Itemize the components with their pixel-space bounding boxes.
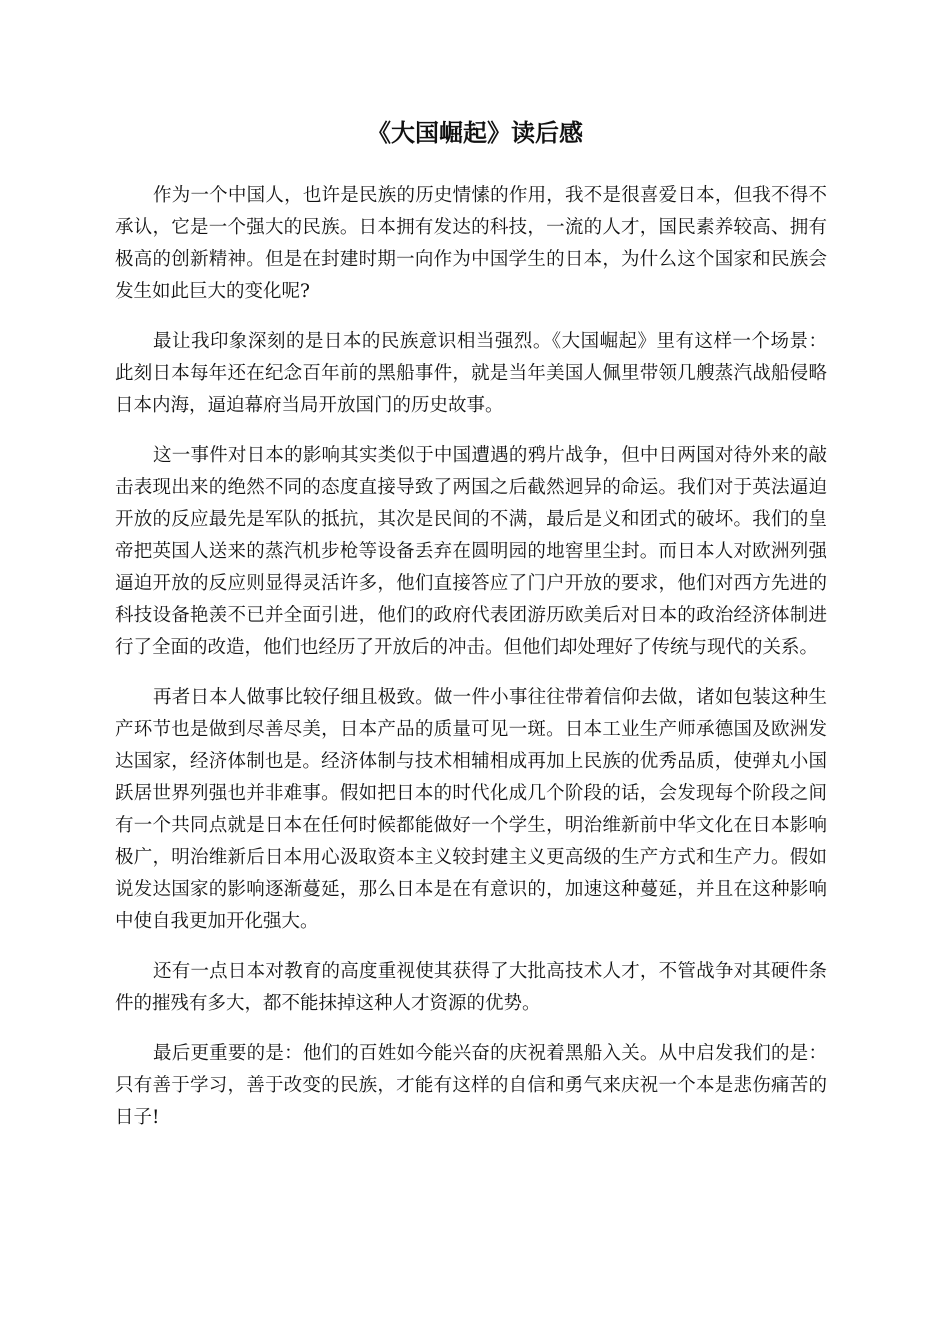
paragraph-1: 作为一个中国人，也许是民族的历史情愫的作用，我不是很喜爱日本，但我不得不承认，它是一个强大的民族。日本拥有发达的科技，一流的人才，国民素养较高、拥有极高的创新精神。但是在封建时期一向作为中国学生的日本，为什么这个国家和民族会发生如此巨大的变化呢? bbox=[115, 185, 827, 302]
paragraph-4: 再者日本人做事比较仔细且极致。做一件小事往往带着信仰去做，诸如包装这种生产环节也是做到尽善尽美，日本产品的质量可见一斑。日本工业生产师承德国及欧洲发达国家，经济体制也是。经济体制与技术相辅相成再加上民族的优秀品质，使弹丸小国跃居世界列强也并非难事。假如把日本的时代化成几个阶段的话，会发现每个阶段之间有一个共同点就是日本在任何时候都能做好一个学生，明治维新前中华文化在日本影响极广，明治维新后日本用心汲取资本主义较封建主义更高级的生产方式和生产力。假如说发达国家的影响逐渐蔓延，那么日本是在有意识的，加速这种蔓延，并且在这种影响中使自我更加开化强大。 bbox=[115, 687, 827, 932]
paragraph-6: 最后更重要的是：他们的百姓如今能兴奋的庆祝着黑船入关。从中启发我们的是：只有善于学习，善于改变的民族，才能有这样的自信和勇气来庆祝一个本是悲伤痛苦的日子! bbox=[115, 1043, 827, 1128]
paragraph-3: 这一事件对日本的影响其实类似于中国遭遇的鸦片战争，但中日两国对待外来的敲击表现出来的绝然不同的态度直接导致了两国之后截然迥异的命运。我们对于英法逼迫开放的反应最先是军队的抵抗，其次是民间的不满，最后是义和团式的破坏。我们的皇帝把英国人送来的蒸汽机步枪等设备丢弃在圆明园的地窖里尘封。而日本人对欧洲列强逼迫开放的反应则显得灵活许多，他们直接答应了门户开放的要求，他们对西方先进的科技设备艳羡不已并全面引进，他们的政府代表团游历欧美后对日本的政治经济体制进行了全面的改造，他们也经历了开放后的冲击。但他们却处理好了传统与现代的关系。 bbox=[115, 445, 827, 658]
document-body bbox=[115, 180, 827, 1152]
document-title: 《大国崛起》读后感 bbox=[367, 119, 583, 147]
paragraph-5: 还有一点日本对教育的高度重视使其获得了大批高技术人才，不管战争对其硬件条件的摧残有多大，都不能抹掉这种人才资源的优势。 bbox=[115, 961, 827, 1014]
paragraph-2: 最让我印象深刻的是日本的民族意识相当强烈。《大国崛起》里有这样一个场景：此刻日本每年还在纪念百年前的黑船事件，就是当年美国人佩里带领几艘蒸汽战船侵略日本内海，逼迫幕府当局开放国门的历史故事。 bbox=[115, 331, 827, 416]
